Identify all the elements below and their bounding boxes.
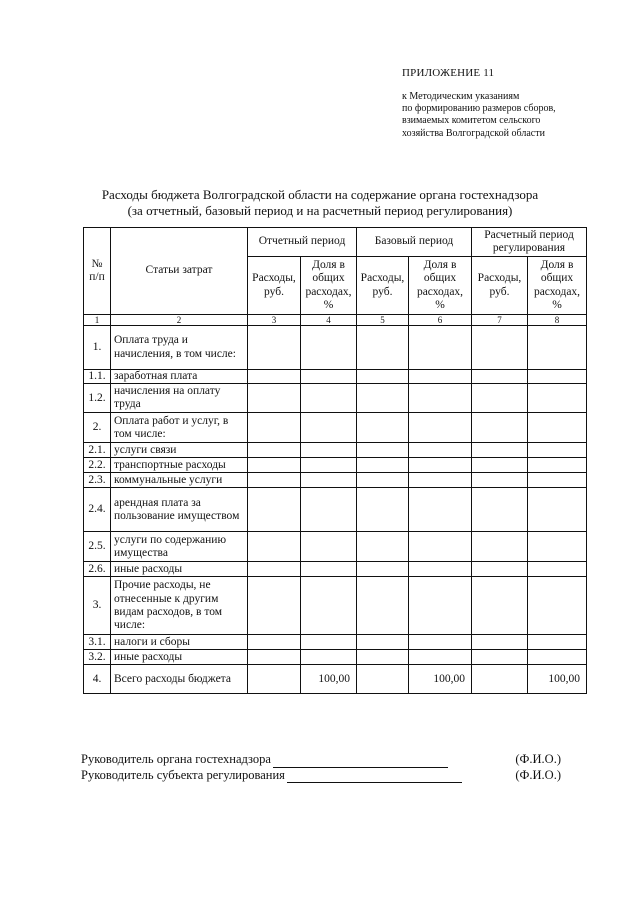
base-expenses-cell xyxy=(357,326,409,370)
header-number: № п/п xyxy=(84,228,111,315)
reporting-expenses-cell xyxy=(248,384,301,413)
row-number: 2.1. xyxy=(84,443,111,458)
reporting-share-cell xyxy=(301,473,357,488)
cost-item-name: Оплата работ и услуг, в том числе: xyxy=(111,413,248,443)
reference-line: взимаемых комитетом сельского xyxy=(402,115,541,127)
calculated-expenses-cell xyxy=(472,562,528,577)
signature-block xyxy=(81,752,561,783)
reporting-share-cell xyxy=(301,532,357,562)
calculated-expenses-cell xyxy=(472,370,528,384)
calculated-expenses-cell xyxy=(472,458,528,473)
cost-item-name: Прочие расходы, не отнесенные к другим видам расходов, в том числе: xyxy=(111,577,248,635)
reporting-expenses-cell xyxy=(248,326,301,370)
base-expenses-cell xyxy=(357,532,409,562)
reporting-share-cell xyxy=(301,562,357,577)
base-share-cell xyxy=(409,413,472,443)
row-number: 1.1. xyxy=(84,370,111,384)
row-number: 3.1. xyxy=(84,635,111,650)
reference-line: к Методическим указаниям xyxy=(402,91,520,102)
reporting-expenses-cell xyxy=(248,650,301,665)
base-share-cell xyxy=(409,443,472,458)
reporting-share-cell xyxy=(301,577,357,635)
header-share-pct: Доля в общих расходах, % xyxy=(528,257,587,315)
base-expenses-cell xyxy=(357,650,409,665)
calculated-expenses-cell xyxy=(472,488,528,532)
cost-item-name: заработная плата xyxy=(111,370,248,384)
table-row xyxy=(84,370,587,384)
reference-line: по формированию размеров сборов, xyxy=(402,103,556,115)
reporting-share-cell xyxy=(301,458,357,473)
reporting-share-cell xyxy=(301,326,357,370)
header-expenses-rub: Расходы, руб. xyxy=(248,257,301,315)
column-index: 7 xyxy=(472,315,528,326)
row-number: 3.2. xyxy=(84,650,111,665)
base-share-cell xyxy=(409,384,472,413)
reporting-share-cell xyxy=(301,413,357,443)
signature-label-subject-head: Руководитель субъекта регулирования xyxy=(81,767,285,782)
calculated-share-cell xyxy=(528,635,587,650)
table-row xyxy=(84,384,587,413)
row-number: 1. xyxy=(84,326,111,370)
reporting-expenses-cell xyxy=(248,532,301,562)
base-share-cell xyxy=(409,577,472,635)
base-expenses-cell xyxy=(357,370,409,384)
reporting-expenses-cell xyxy=(248,443,301,458)
calculated-share-cell xyxy=(528,458,587,473)
fio-label: (Ф.И.О.) xyxy=(515,767,561,782)
column-index-row xyxy=(84,315,587,326)
calculated-expenses-cell xyxy=(472,443,528,458)
document-title xyxy=(0,187,640,218)
header-share-pct: Доля в общих расходах, % xyxy=(409,257,472,315)
cost-item-name: Всего расходы бюджета xyxy=(111,665,248,694)
cost-item-name: иные расходы xyxy=(111,650,248,665)
reporting-expenses-cell xyxy=(248,473,301,488)
calculated-share-cell xyxy=(528,370,587,384)
table-row xyxy=(84,577,587,635)
base-share-cell xyxy=(409,473,472,488)
cost-item-name: арендная плата за пользование имуществом xyxy=(111,488,248,532)
base-expenses-cell xyxy=(357,562,409,577)
row-number: 2.2. xyxy=(84,458,111,473)
table-row xyxy=(84,635,587,650)
cost-item-name: транспортные расходы xyxy=(111,458,248,473)
header-calculated-period: Расчетный период регулирования xyxy=(472,228,587,257)
cost-item-name: налоги и сборы xyxy=(111,635,248,650)
calculated-share-cell xyxy=(528,577,587,635)
reference-note xyxy=(402,91,556,140)
column-index: 8 xyxy=(528,315,587,326)
table-row xyxy=(84,458,587,473)
row-number: 2.4. xyxy=(84,488,111,532)
reporting-expenses-cell xyxy=(248,577,301,635)
base-share-cell xyxy=(409,370,472,384)
base-expenses-cell xyxy=(357,635,409,650)
table-row xyxy=(84,562,587,577)
calculated-share-cell xyxy=(528,473,587,488)
reporting-expenses-cell xyxy=(248,562,301,577)
expenses-table xyxy=(83,227,587,694)
column-index: 2 xyxy=(111,315,248,326)
row-number: 2.5. xyxy=(84,532,111,562)
table-row xyxy=(84,650,587,665)
reporting-share-cell xyxy=(301,370,357,384)
cost-item-name: услуги связи xyxy=(111,443,248,458)
header-expenses-rub: Расходы, руб. xyxy=(472,257,528,315)
reporting-share-cell xyxy=(301,488,357,532)
reporting-expenses-cell xyxy=(248,458,301,473)
base-share-cell xyxy=(409,650,472,665)
table-row xyxy=(84,326,587,370)
column-index: 4 xyxy=(301,315,357,326)
title-line: (за отчетный, базовый период и на расчетный период регулирования) xyxy=(127,202,513,218)
header-expenses-rub: Расходы, руб. xyxy=(357,257,409,315)
row-number: 1.2. xyxy=(84,384,111,413)
calculated-share-cell xyxy=(528,650,587,665)
signature-label-inspection-head: Руководитель органа гостехнадзора xyxy=(81,752,271,766)
cost-item-name: иные расходы xyxy=(111,562,248,577)
base-share-cell: 100,00 xyxy=(409,665,472,694)
base-expenses-cell xyxy=(357,443,409,458)
base-expenses-cell xyxy=(357,413,409,443)
reporting-share-cell xyxy=(301,650,357,665)
cost-item-name: коммунальные услуги xyxy=(111,473,248,488)
column-index: 5 xyxy=(357,315,409,326)
signature-row xyxy=(81,752,561,768)
calculated-expenses-cell xyxy=(472,473,528,488)
calculated-expenses-cell xyxy=(472,665,528,694)
calculated-expenses-cell xyxy=(472,326,528,370)
calculated-expenses-cell xyxy=(472,413,528,443)
signature-line xyxy=(287,771,462,783)
appendix-label: ПРИЛОЖЕНИЕ 11 xyxy=(402,67,495,79)
base-expenses-cell xyxy=(357,577,409,635)
calculated-share-cell xyxy=(528,532,587,562)
reference-line: хозяйства Волгоградской области xyxy=(402,127,545,139)
reporting-share-cell: 100,00 xyxy=(301,665,357,694)
row-number: 2.6. xyxy=(84,562,111,577)
reporting-expenses-cell xyxy=(248,413,301,443)
row-number: 3. xyxy=(84,577,111,635)
signature-line xyxy=(273,756,448,768)
cost-item-name: услуги по содержанию имущества xyxy=(111,532,248,562)
header-reporting-period: Отчетный период xyxy=(248,228,357,257)
base-share-cell xyxy=(409,326,472,370)
base-share-cell xyxy=(409,458,472,473)
base-share-cell xyxy=(409,635,472,650)
cost-item-name: Оплата труда и начисления, в том числе: xyxy=(111,326,248,370)
calculated-share-cell xyxy=(528,326,587,370)
table-row xyxy=(84,665,587,694)
base-expenses-cell xyxy=(357,458,409,473)
table-row xyxy=(84,473,587,488)
row-number: 2. xyxy=(84,413,111,443)
calculated-expenses-cell xyxy=(472,532,528,562)
calculated-expenses-cell xyxy=(472,635,528,650)
reporting-share-cell xyxy=(301,384,357,413)
calculated-share-cell xyxy=(528,562,587,577)
reporting-expenses-cell xyxy=(248,370,301,384)
reporting-expenses-cell xyxy=(248,665,301,694)
table-row xyxy=(84,532,587,562)
reporting-expenses-cell xyxy=(248,488,301,532)
table-row xyxy=(84,413,587,443)
header-cost-items: Статьи затрат xyxy=(111,228,248,315)
column-index: 3 xyxy=(248,315,301,326)
table-row xyxy=(84,443,587,458)
reporting-share-cell xyxy=(301,443,357,458)
fio-label: (Ф.И.О.) xyxy=(515,752,561,766)
base-share-cell xyxy=(409,488,472,532)
base-expenses-cell xyxy=(357,384,409,413)
base-expenses-cell xyxy=(357,488,409,532)
base-share-cell xyxy=(409,562,472,577)
calculated-share-cell xyxy=(528,384,587,413)
table-row xyxy=(84,488,587,532)
header-share-pct: Доля в общих расходах, % xyxy=(301,257,357,315)
base-share-cell xyxy=(409,532,472,562)
signature-row xyxy=(81,768,561,784)
calculated-expenses-cell xyxy=(472,650,528,665)
calculated-expenses-cell xyxy=(472,577,528,635)
column-index: 1 xyxy=(84,315,111,326)
calculated-share-cell xyxy=(528,488,587,532)
base-expenses-cell xyxy=(357,473,409,488)
reporting-share-cell xyxy=(301,635,357,650)
column-index: 6 xyxy=(409,315,472,326)
calculated-share-cell xyxy=(528,413,587,443)
calculated-share-cell: 100,00 xyxy=(528,665,587,694)
header-base-period: Базовый период xyxy=(357,228,472,257)
base-expenses-cell xyxy=(357,665,409,694)
calculated-share-cell xyxy=(528,443,587,458)
calculated-expenses-cell xyxy=(472,384,528,413)
reporting-expenses-cell xyxy=(248,635,301,650)
row-number: 2.3. xyxy=(84,473,111,488)
row-number: 4. xyxy=(84,665,111,694)
title-line: Расходы бюджета Волгоградской области на содержание органа гостехнадзора xyxy=(101,187,539,202)
cost-item-name: начисления на оплату труда xyxy=(111,384,248,413)
